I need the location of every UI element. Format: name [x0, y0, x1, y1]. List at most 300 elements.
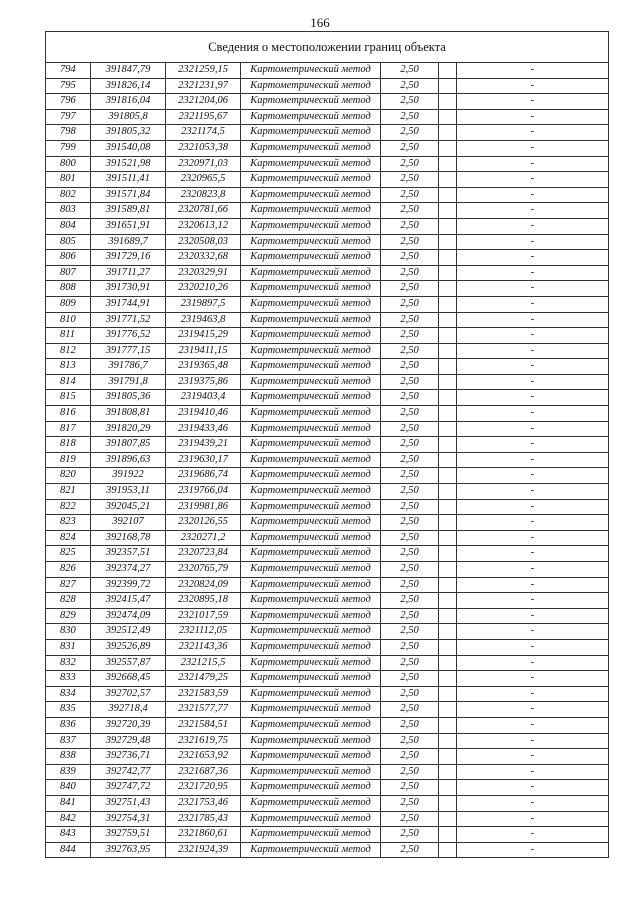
x-coordinate-cell: 391777,15 [91, 343, 166, 359]
y-coordinate-cell: 2320329,91 [166, 265, 241, 281]
empty-cell [439, 639, 457, 655]
description-cell: - [457, 374, 609, 390]
x-coordinate-cell: 392742,77 [91, 764, 166, 780]
point-number-cell: 805 [46, 234, 91, 250]
y-coordinate-cell: 2321259,15 [166, 63, 241, 79]
accuracy-cell: 2,50 [381, 764, 439, 780]
y-coordinate-cell: 2321753,46 [166, 795, 241, 811]
point-number-cell: 842 [46, 811, 91, 827]
accuracy-cell: 2,50 [381, 172, 439, 188]
method-cell: Картометрический метод [241, 764, 381, 780]
point-number-cell: 808 [46, 281, 91, 297]
x-coordinate-cell: 391729,16 [91, 250, 166, 266]
accuracy-cell: 2,50 [381, 63, 439, 79]
x-coordinate-cell: 391589,81 [91, 203, 166, 219]
description-cell: - [457, 421, 609, 437]
x-coordinate-cell: 391571,84 [91, 187, 166, 203]
y-coordinate-cell: 2321924,39 [166, 842, 241, 858]
accuracy-cell: 2,50 [381, 749, 439, 765]
description-cell: - [457, 468, 609, 484]
description-cell: - [457, 686, 609, 702]
point-number-cell: 840 [46, 780, 91, 796]
method-cell: Картометрический метод [241, 608, 381, 624]
y-coordinate-cell: 2319766,04 [166, 484, 241, 500]
x-coordinate-cell: 391922 [91, 468, 166, 484]
description-cell: - [457, 624, 609, 640]
method-cell: Картометрический метод [241, 562, 381, 578]
description-cell: - [457, 359, 609, 375]
description-cell: - [457, 499, 609, 515]
description-cell: - [457, 530, 609, 546]
description-cell: - [457, 140, 609, 156]
x-coordinate-cell: 392474,09 [91, 608, 166, 624]
method-cell: Картометрический метод [241, 187, 381, 203]
table-row [46, 390, 609, 406]
x-coordinate-cell: 392415,47 [91, 593, 166, 609]
description-cell: - [457, 296, 609, 312]
description-cell: - [457, 203, 609, 219]
description-cell: - [457, 795, 609, 811]
x-coordinate-cell: 392045,21 [91, 499, 166, 515]
x-coordinate-cell: 391826,14 [91, 78, 166, 94]
table-title: Сведения о местоположении границ объекта [46, 32, 609, 63]
point-number-cell: 833 [46, 671, 91, 687]
boundary-coordinates-table [45, 31, 609, 858]
empty-cell [439, 406, 457, 422]
point-number-cell: 825 [46, 546, 91, 562]
point-number-cell: 811 [46, 328, 91, 344]
accuracy-cell: 2,50 [381, 608, 439, 624]
y-coordinate-cell: 2321204,06 [166, 94, 241, 110]
description-cell: - [457, 546, 609, 562]
description-cell: - [457, 390, 609, 406]
x-coordinate-cell: 392107 [91, 515, 166, 531]
x-coordinate-cell: 391511,41 [91, 172, 166, 188]
empty-cell [439, 312, 457, 328]
description-cell: - [457, 328, 609, 344]
y-coordinate-cell: 2321577,77 [166, 702, 241, 718]
x-coordinate-cell: 391805,36 [91, 390, 166, 406]
empty-cell [439, 515, 457, 531]
accuracy-cell: 2,50 [381, 702, 439, 718]
table-row [46, 655, 609, 671]
table-row [46, 374, 609, 390]
accuracy-cell: 2,50 [381, 312, 439, 328]
table-row [46, 78, 609, 94]
method-cell: Картометрический метод [241, 343, 381, 359]
accuracy-cell: 2,50 [381, 94, 439, 110]
empty-cell [439, 296, 457, 312]
accuracy-cell: 2,50 [381, 140, 439, 156]
x-coordinate-cell: 392759,51 [91, 827, 166, 843]
point-number-cell: 814 [46, 374, 91, 390]
table-body [46, 32, 609, 858]
accuracy-cell: 2,50 [381, 686, 439, 702]
accuracy-cell: 2,50 [381, 234, 439, 250]
point-number-cell: 828 [46, 593, 91, 609]
description-cell: - [457, 312, 609, 328]
point-number-cell: 843 [46, 827, 91, 843]
description-cell: - [457, 63, 609, 79]
accuracy-cell: 2,50 [381, 421, 439, 437]
x-coordinate-cell: 392702,57 [91, 686, 166, 702]
table-row [46, 172, 609, 188]
y-coordinate-cell: 2319375,86 [166, 374, 241, 390]
description-cell: - [457, 250, 609, 266]
accuracy-cell: 2,50 [381, 125, 439, 141]
table-row [46, 296, 609, 312]
empty-cell [439, 218, 457, 234]
x-coordinate-cell: 392374,27 [91, 562, 166, 578]
empty-cell [439, 374, 457, 390]
table-row [46, 63, 609, 79]
table-row [46, 702, 609, 718]
description-cell: - [457, 156, 609, 172]
y-coordinate-cell: 2319433,46 [166, 421, 241, 437]
method-cell: Картометрический метод [241, 94, 381, 110]
y-coordinate-cell: 2321143,36 [166, 639, 241, 655]
table-row [46, 421, 609, 437]
empty-cell [439, 421, 457, 437]
method-cell: Картометрический метод [241, 125, 381, 141]
point-number-cell: 800 [46, 156, 91, 172]
description-cell: - [457, 218, 609, 234]
page-number: 166 [310, 15, 330, 30]
y-coordinate-cell: 2321583,59 [166, 686, 241, 702]
empty-cell [439, 764, 457, 780]
description-cell: - [457, 639, 609, 655]
table-row [46, 437, 609, 453]
accuracy-cell: 2,50 [381, 842, 439, 858]
method-cell: Картометрический метод [241, 265, 381, 281]
table-row [46, 827, 609, 843]
method-cell: Картометрический метод [241, 468, 381, 484]
description-cell: - [457, 484, 609, 500]
x-coordinate-cell: 391689,7 [91, 234, 166, 250]
method-cell: Картометрический метод [241, 686, 381, 702]
method-cell: Картометрический метод [241, 156, 381, 172]
method-cell: Картометрический метод [241, 63, 381, 79]
accuracy-cell: 2,50 [381, 671, 439, 687]
y-coordinate-cell: 2320126,55 [166, 515, 241, 531]
empty-cell [439, 546, 457, 562]
description-cell: - [457, 593, 609, 609]
point-number-cell: 816 [46, 406, 91, 422]
point-number-cell: 835 [46, 702, 91, 718]
method-cell: Картометрический метод [241, 406, 381, 422]
x-coordinate-cell: 392557,87 [91, 655, 166, 671]
y-coordinate-cell: 2321215,5 [166, 655, 241, 671]
accuracy-cell: 2,50 [381, 187, 439, 203]
table-row [46, 811, 609, 827]
point-number-cell: 821 [46, 484, 91, 500]
method-cell: Картометрический метод [241, 577, 381, 593]
empty-cell [439, 63, 457, 79]
y-coordinate-cell: 2320332,68 [166, 250, 241, 266]
description-cell: - [457, 811, 609, 827]
method-cell: Картометрический метод [241, 795, 381, 811]
point-number-cell: 820 [46, 468, 91, 484]
x-coordinate-cell: 392526,89 [91, 639, 166, 655]
point-number-cell: 827 [46, 577, 91, 593]
method-cell: Картометрический метод [241, 421, 381, 437]
point-number-cell: 823 [46, 515, 91, 531]
x-coordinate-cell: 391521,98 [91, 156, 166, 172]
empty-cell [439, 468, 457, 484]
table-row [46, 780, 609, 796]
y-coordinate-cell: 2321174,5 [166, 125, 241, 141]
description-cell: - [457, 764, 609, 780]
x-coordinate-cell: 391953,11 [91, 484, 166, 500]
method-cell: Картометрический метод [241, 515, 381, 531]
point-number-cell: 817 [46, 421, 91, 437]
point-number-cell: 801 [46, 172, 91, 188]
x-coordinate-cell: 391771,52 [91, 312, 166, 328]
x-coordinate-cell: 391805,8 [91, 109, 166, 125]
point-number-cell: 824 [46, 530, 91, 546]
method-cell: Картометрический метод [241, 452, 381, 468]
point-number-cell: 810 [46, 312, 91, 328]
empty-cell [439, 702, 457, 718]
accuracy-cell: 2,50 [381, 499, 439, 515]
table-row [46, 733, 609, 749]
point-number-cell: 794 [46, 63, 91, 79]
table-row [46, 608, 609, 624]
table-row [46, 218, 609, 234]
description-cell: - [457, 109, 609, 125]
empty-cell [439, 484, 457, 500]
accuracy-cell: 2,50 [381, 78, 439, 94]
table-row [46, 624, 609, 640]
accuracy-cell: 2,50 [381, 218, 439, 234]
description-cell: - [457, 343, 609, 359]
empty-cell [439, 827, 457, 843]
y-coordinate-cell: 2320971,03 [166, 156, 241, 172]
y-coordinate-cell: 2321479,25 [166, 671, 241, 687]
x-coordinate-cell: 391805,32 [91, 125, 166, 141]
method-cell: Картометрический метод [241, 109, 381, 125]
table-row [46, 639, 609, 655]
accuracy-cell: 2,50 [381, 281, 439, 297]
table-row [46, 577, 609, 593]
method-cell: Картометрический метод [241, 484, 381, 500]
method-cell: Картометрический метод [241, 733, 381, 749]
table-row [46, 328, 609, 344]
y-coordinate-cell: 2321017,59 [166, 608, 241, 624]
method-cell: Картометрический метод [241, 78, 381, 94]
y-coordinate-cell: 2320824,09 [166, 577, 241, 593]
table-row [46, 187, 609, 203]
accuracy-cell: 2,50 [381, 265, 439, 281]
accuracy-cell: 2,50 [381, 577, 439, 593]
point-number-cell: 838 [46, 749, 91, 765]
x-coordinate-cell: 391808,81 [91, 406, 166, 422]
accuracy-cell: 2,50 [381, 624, 439, 640]
table-row [46, 562, 609, 578]
point-number-cell: 841 [46, 795, 91, 811]
method-cell: Картометрический метод [241, 827, 381, 843]
point-number-cell: 815 [46, 390, 91, 406]
x-coordinate-cell: 391847,79 [91, 63, 166, 79]
y-coordinate-cell: 2319410,46 [166, 406, 241, 422]
table-row [46, 530, 609, 546]
empty-cell [439, 343, 457, 359]
table-row [46, 94, 609, 110]
description-cell: - [457, 452, 609, 468]
description-cell: - [457, 515, 609, 531]
accuracy-cell: 2,50 [381, 156, 439, 172]
empty-cell [439, 795, 457, 811]
table-row [46, 312, 609, 328]
table-row [46, 203, 609, 219]
y-coordinate-cell: 2321053,38 [166, 140, 241, 156]
accuracy-cell: 2,50 [381, 795, 439, 811]
empty-cell [439, 608, 457, 624]
table-row [46, 795, 609, 811]
table-row [46, 717, 609, 733]
x-coordinate-cell: 392718,4 [91, 702, 166, 718]
y-coordinate-cell: 2320210,26 [166, 281, 241, 297]
method-cell: Картометрический метод [241, 296, 381, 312]
empty-cell [439, 842, 457, 858]
table-row [46, 265, 609, 281]
accuracy-cell: 2,50 [381, 250, 439, 266]
point-number-cell: 797 [46, 109, 91, 125]
x-coordinate-cell: 392668,45 [91, 671, 166, 687]
empty-cell [439, 437, 457, 453]
y-coordinate-cell: 2319415,29 [166, 328, 241, 344]
accuracy-cell: 2,50 [381, 827, 439, 843]
method-cell: Картометрический метод [241, 671, 381, 687]
method-cell: Картометрический метод [241, 842, 381, 858]
table-row [46, 749, 609, 765]
accuracy-cell: 2,50 [381, 328, 439, 344]
method-cell: Картометрический метод [241, 140, 381, 156]
accuracy-cell: 2,50 [381, 530, 439, 546]
method-cell: Картометрический метод [241, 281, 381, 297]
accuracy-cell: 2,50 [381, 733, 439, 749]
accuracy-cell: 2,50 [381, 437, 439, 453]
accuracy-cell: 2,50 [381, 406, 439, 422]
x-coordinate-cell: 392357,51 [91, 546, 166, 562]
table-row [46, 671, 609, 687]
empty-cell [439, 499, 457, 515]
method-cell: Картометрический метод [241, 717, 381, 733]
table-row [46, 515, 609, 531]
accuracy-cell: 2,50 [381, 203, 439, 219]
y-coordinate-cell: 2320723,84 [166, 546, 241, 562]
point-number-cell: 799 [46, 140, 91, 156]
point-number-cell: 796 [46, 94, 91, 110]
point-number-cell: 830 [46, 624, 91, 640]
accuracy-cell: 2,50 [381, 296, 439, 312]
y-coordinate-cell: 2319439,21 [166, 437, 241, 453]
y-coordinate-cell: 2319403,4 [166, 390, 241, 406]
method-cell: Картометрический метод [241, 624, 381, 640]
empty-cell [439, 281, 457, 297]
empty-cell [439, 530, 457, 546]
empty-cell [439, 562, 457, 578]
empty-cell [439, 187, 457, 203]
description-cell: - [457, 187, 609, 203]
x-coordinate-cell: 391786,7 [91, 359, 166, 375]
accuracy-cell: 2,50 [381, 374, 439, 390]
method-cell: Картометрический метод [241, 655, 381, 671]
table-row [46, 484, 609, 500]
description-cell: - [457, 749, 609, 765]
method-cell: Картометрический метод [241, 374, 381, 390]
empty-cell [439, 655, 457, 671]
point-number-cell: 798 [46, 125, 91, 141]
accuracy-cell: 2,50 [381, 717, 439, 733]
empty-cell [439, 125, 457, 141]
point-number-cell: 804 [46, 218, 91, 234]
table-row [46, 499, 609, 515]
accuracy-cell: 2,50 [381, 639, 439, 655]
y-coordinate-cell: 2319411,15 [166, 343, 241, 359]
empty-cell [439, 234, 457, 250]
table-row [46, 281, 609, 297]
point-number-cell: 807 [46, 265, 91, 281]
table-row [46, 125, 609, 141]
x-coordinate-cell: 392736,71 [91, 749, 166, 765]
description-cell: - [457, 655, 609, 671]
empty-cell [439, 109, 457, 125]
method-cell: Картометрический метод [241, 218, 381, 234]
method-cell: Картометрический метод [241, 172, 381, 188]
table-row [46, 250, 609, 266]
x-coordinate-cell: 391730,91 [91, 281, 166, 297]
point-number-cell: 837 [46, 733, 91, 749]
y-coordinate-cell: 2321687,36 [166, 764, 241, 780]
accuracy-cell: 2,50 [381, 562, 439, 578]
point-number-cell: 819 [46, 452, 91, 468]
method-cell: Картометрический метод [241, 780, 381, 796]
x-coordinate-cell: 392720,39 [91, 717, 166, 733]
empty-cell [439, 94, 457, 110]
y-coordinate-cell: 2319897,5 [166, 296, 241, 312]
description-cell: - [457, 577, 609, 593]
point-number-cell: 829 [46, 608, 91, 624]
y-coordinate-cell: 2321619,75 [166, 733, 241, 749]
point-number-cell: 803 [46, 203, 91, 219]
table-row [46, 764, 609, 780]
x-coordinate-cell: 392399,72 [91, 577, 166, 593]
x-coordinate-cell: 391791,8 [91, 374, 166, 390]
method-cell: Картометрический метод [241, 312, 381, 328]
description-cell: - [457, 671, 609, 687]
y-coordinate-cell: 2319981,86 [166, 499, 241, 515]
empty-cell [439, 593, 457, 609]
accuracy-cell: 2,50 [381, 546, 439, 562]
description-cell: - [457, 702, 609, 718]
table-row [46, 468, 609, 484]
x-coordinate-cell: 391820,29 [91, 421, 166, 437]
y-coordinate-cell: 2320271,2 [166, 530, 241, 546]
y-coordinate-cell: 2321231,97 [166, 78, 241, 94]
y-coordinate-cell: 2321112,05 [166, 624, 241, 640]
method-cell: Картометрический метод [241, 328, 381, 344]
method-cell: Картометрический метод [241, 811, 381, 827]
empty-cell [439, 265, 457, 281]
description-cell: - [457, 234, 609, 250]
table-title-row [46, 32, 609, 63]
method-cell: Картометрический метод [241, 250, 381, 266]
description-cell: - [457, 94, 609, 110]
y-coordinate-cell: 2320823,8 [166, 187, 241, 203]
description-cell: - [457, 78, 609, 94]
table-row [46, 842, 609, 858]
